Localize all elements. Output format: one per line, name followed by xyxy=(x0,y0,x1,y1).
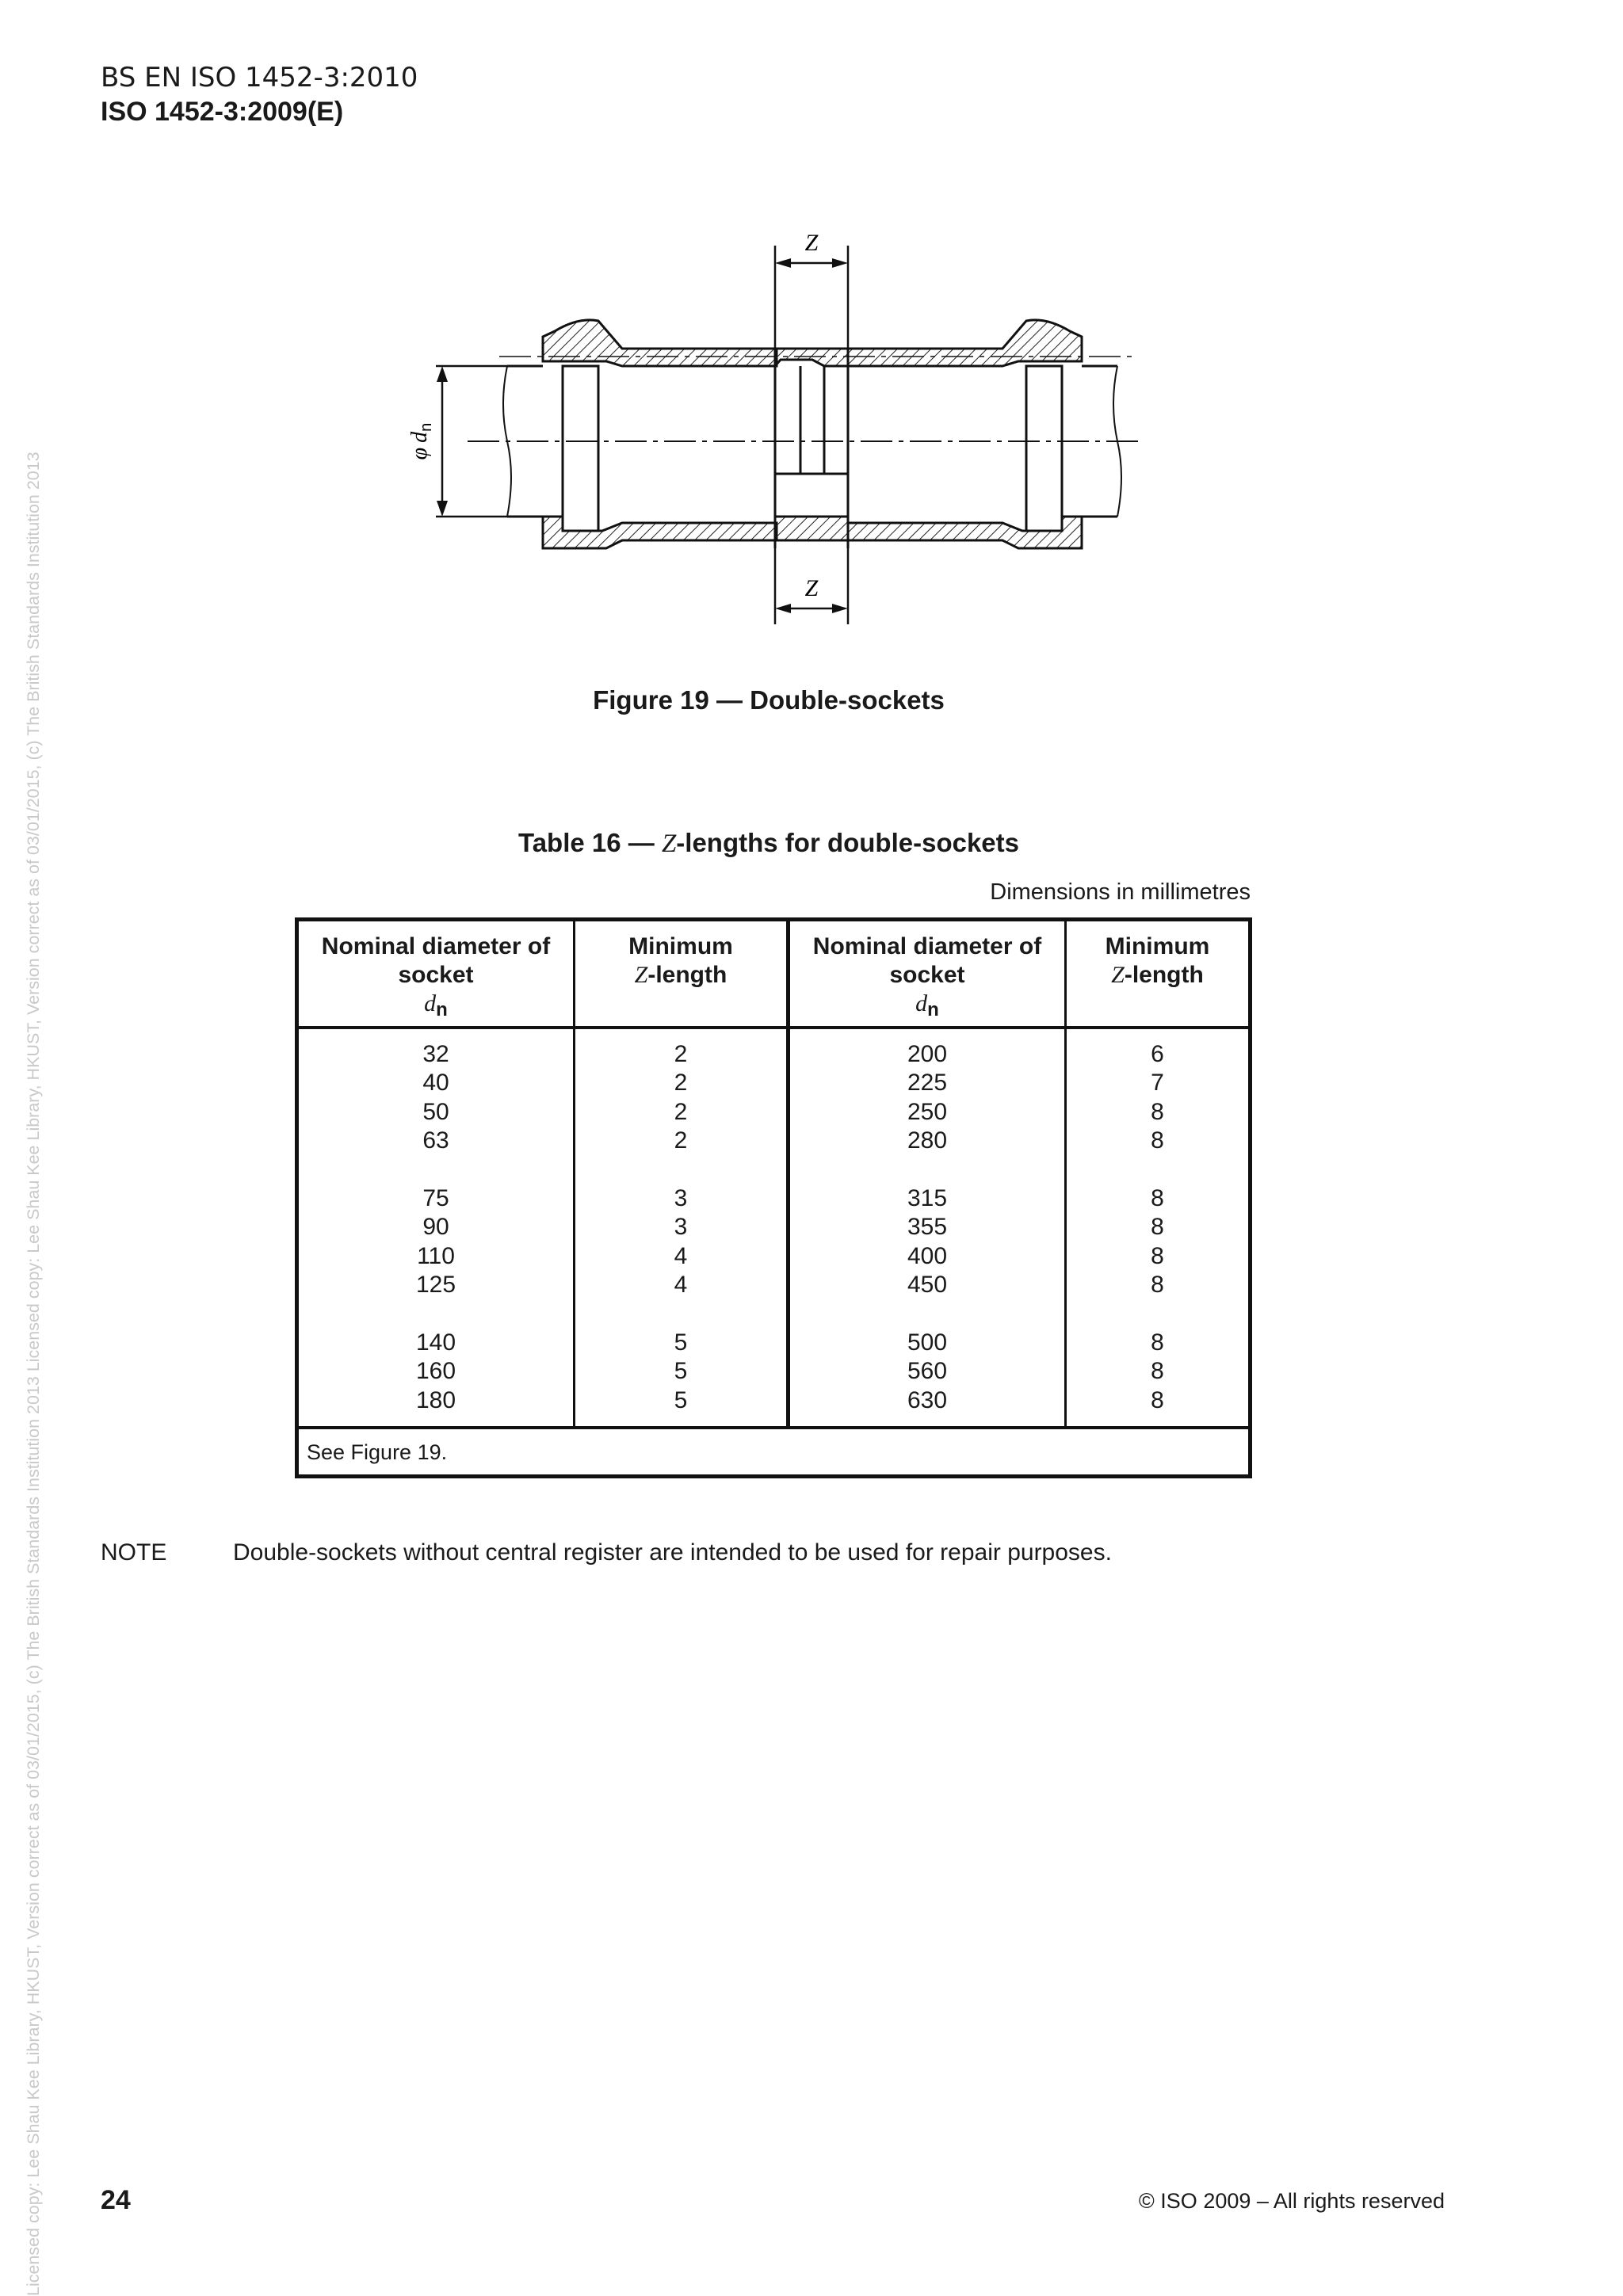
table-cell: 8 xyxy=(1151,1127,1164,1154)
double-socket-drawing xyxy=(396,222,1173,634)
table-cell: 250 xyxy=(907,1098,948,1125)
table-cell: 3 xyxy=(674,1214,688,1241)
table-cell: 8 xyxy=(1151,1242,1164,1269)
header-min-z-length-1: Minimum Z-length xyxy=(575,920,789,1028)
table-cell: 200 xyxy=(907,1041,948,1067)
units-note: Dimensions in millimetres xyxy=(990,879,1251,905)
page-number: 24 xyxy=(101,2185,131,2215)
diameter-sub: n xyxy=(418,422,435,432)
table-cell: 8 xyxy=(1151,1386,1164,1413)
iso-id: ISO 1452-3:2009(E) xyxy=(101,97,344,127)
table-footnote: See Figure 19. xyxy=(297,1428,1251,1477)
col-nominal-diameter-2 xyxy=(789,1028,1066,1428)
note-text: Double-sockets without central register are intended to be used for repair purposes. xyxy=(233,1539,1112,1566)
table-cell: 8 xyxy=(1151,1272,1164,1299)
table-cell: 355 xyxy=(907,1214,948,1241)
table-cell: 5 xyxy=(674,1358,688,1385)
top-wall-center xyxy=(775,349,848,366)
document-id: BS EN ISO 1452-3:2010 xyxy=(101,62,418,93)
table-cell: 2 xyxy=(674,1127,688,1154)
diameter-symbol: φ xyxy=(407,447,432,460)
note-label: NOTE xyxy=(101,1539,167,1566)
table-title: Table 16 — Z-lengths for double-sockets xyxy=(517,828,1020,858)
table-cell: 450 xyxy=(907,1272,948,1299)
col-min-z-length-2 xyxy=(1066,1028,1251,1428)
table-cell: 315 xyxy=(907,1185,948,1212)
copyright: © ISO 2009 – All rights reserved xyxy=(1138,2189,1445,2213)
license-watermark: Licensed copy: Lee Shau Kee Library, HKUST, Version correct as of 03/01/2015, (c) The British Standards Institution 2013 Licensed copy: Lee Shau Kee Library, HKUST, Version correct as of 03/01/2015, (c) The British Standards Institution 2013 xyxy=(24,452,43,2296)
col-min-z-length-1 xyxy=(575,1028,789,1428)
table-cell: 90 xyxy=(422,1214,449,1241)
table-cell: 63 xyxy=(422,1127,449,1154)
table-cell: 4 xyxy=(674,1272,688,1299)
table-cell: 40 xyxy=(422,1070,449,1097)
table-cell: 180 xyxy=(415,1386,456,1413)
table-cell: 6 xyxy=(1151,1041,1164,1067)
table-cell: 125 xyxy=(415,1272,456,1299)
table-cell: 140 xyxy=(415,1329,456,1356)
table-cell: 500 xyxy=(907,1329,948,1356)
table-cell: 8 xyxy=(1151,1185,1164,1212)
top-wall-left xyxy=(543,320,777,366)
table-cell: 225 xyxy=(907,1070,948,1097)
table-cell: 75 xyxy=(422,1185,449,1212)
col-nominal-diameter-1 xyxy=(297,1028,575,1428)
table-cell: 8 xyxy=(1151,1214,1164,1241)
table-cell: 4 xyxy=(674,1242,688,1269)
header-nominal-diameter-2: Nominal diameter of socket $d_n$ xyxy=(789,920,1066,1028)
bottom-wall-left xyxy=(543,517,777,548)
row-group-gap xyxy=(575,1300,786,1329)
table-cell: 8 xyxy=(1151,1098,1164,1125)
table-cell: 560 xyxy=(907,1358,948,1385)
table-cell: 110 xyxy=(417,1242,455,1269)
row-group-gap xyxy=(299,1156,573,1184)
table-cell: 2 xyxy=(674,1041,688,1067)
table-cell: 160 xyxy=(415,1358,456,1385)
table-cell: 280 xyxy=(907,1127,948,1154)
z-label-bottom: Z xyxy=(804,575,819,601)
header-nominal-diameter-1: Nominal diameter of socket $d_n$ xyxy=(297,920,575,1028)
table-cell: 8 xyxy=(1151,1358,1164,1385)
table-cell: 630 xyxy=(907,1386,948,1413)
row-group-gap xyxy=(575,1156,786,1184)
table-cell: 5 xyxy=(674,1386,688,1413)
top-wall-right xyxy=(848,320,1082,366)
row-group-gap xyxy=(299,1300,573,1329)
table-cell: 7 xyxy=(1151,1070,1164,1097)
table-cell: 3 xyxy=(674,1185,688,1212)
table-cell: 32 xyxy=(422,1041,449,1067)
table-cell: 5 xyxy=(674,1329,688,1356)
row-group-gap xyxy=(1067,1156,1248,1184)
table-cell: 400 xyxy=(907,1242,948,1269)
table-cell: 8 xyxy=(1151,1329,1164,1356)
header-min-z-length-2: Minimum Z-length xyxy=(1066,920,1251,1028)
bottom-wall-right xyxy=(848,517,1082,548)
row-group-gap xyxy=(1067,1300,1248,1329)
diameter-d: d xyxy=(407,431,432,443)
figure-caption: Figure 19 — Double-sockets xyxy=(593,685,945,715)
z-label-top: Z xyxy=(804,230,819,256)
bottom-wall-center xyxy=(775,517,848,540)
svg-text:φdn xyxy=(407,423,435,460)
table-cell: 2 xyxy=(674,1070,688,1097)
row-group-gap xyxy=(790,1156,1064,1184)
table-cell: 50 xyxy=(422,1098,449,1125)
z-length-table xyxy=(295,917,1252,1478)
row-group-gap xyxy=(790,1300,1064,1329)
table-cell: 2 xyxy=(674,1098,688,1125)
